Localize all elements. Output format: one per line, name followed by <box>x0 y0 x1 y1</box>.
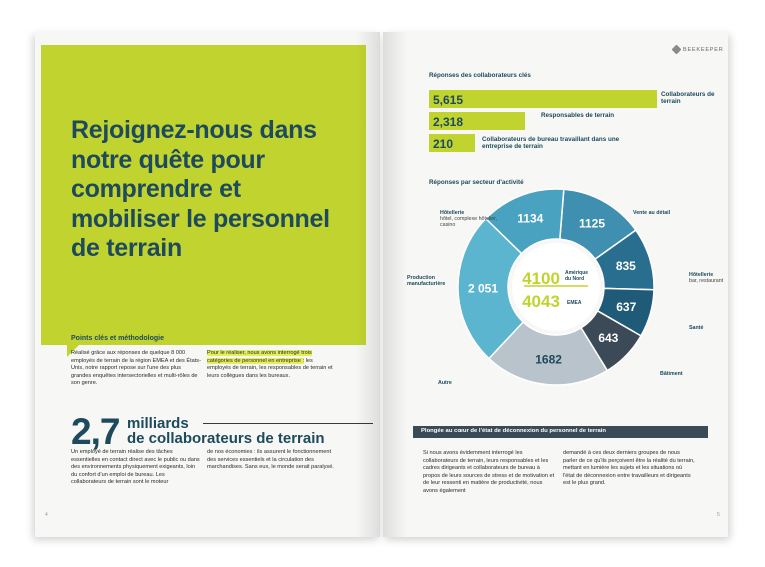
section-title: Points clés et méthodologie <box>71 335 164 342</box>
gutter-shadow <box>383 32 407 537</box>
bar-label: Collaborateurs de terrain <box>661 91 715 105</box>
page-number: 5 <box>717 512 720 518</box>
bar-value: 5,615 <box>433 93 464 107</box>
divider <box>203 423 373 424</box>
bar-value: 2,318 <box>433 115 464 129</box>
section-banner <box>413 426 708 438</box>
bar-label: Collaborateurs de bureau travaillant dans une entreprise de terrain <box>482 136 620 150</box>
donut-slice-value: 1682 <box>535 352 562 367</box>
right-page <box>383 32 728 537</box>
sector-label-health: Santé <box>689 325 704 331</box>
gutter-shadow <box>356 32 380 537</box>
body-paragraph-2: demandé à ces deux derniers groupes de nous parler de ce qu'ils perçoivent être la réalité du terrain, mettant en lumière les sujets et les situations où l'état de déconnexion entre travailleurs et dirigeants est le plus grand. <box>563 450 695 487</box>
sector-subname: bar, restaurant <box>689 278 724 285</box>
banner-text: Plongée au cœur de l'état de déconnexion du personnel de terrain <box>421 428 607 434</box>
center-value-na: 4100 <box>522 269 560 288</box>
center-label-na-2: du Nord <box>565 276 585 282</box>
paragraph-text: les employés de terrain, les responsables de terrain et leurs collègues dans les bureaux. <box>207 357 333 379</box>
body-paragraph: Si nous avons évidemment interrogé les collaborateurs de terrain, leurs responsables et les cadres dirigeants et collaborateurs de bureau à propos de leurs sources de stress et de motivation et de leur ressenti en matière de productivité, nous avons également <box>423 450 555 494</box>
brand-logo <box>673 46 724 53</box>
bar-field-workers <box>429 90 657 108</box>
sector-label-manufacturing: Production manufacturière <box>407 275 446 288</box>
brand-name: BEEKEEPER <box>683 46 724 53</box>
big-stat-description: de collaborateurs de terrain <box>127 430 325 447</box>
page-number: 4 <box>45 512 48 518</box>
donut-slice-value: 1125 <box>578 216 606 231</box>
bar-label: Responsables de terrain <box>541 112 615 119</box>
donut-slice-value: 2 051 <box>468 281 499 296</box>
big-stat-number: 2,7 <box>71 411 120 452</box>
body-paragraph: Un employé de terrain réalise des tâches essentielles en contact direct avec le public ou dans des environnements physiquement exigeants, loin du confort d'un emploi de bureau. Les collaborateurs de terrain sont le moteur <box>71 449 200 486</box>
sector-title: Réponses par secteur d'activité <box>429 179 524 186</box>
methodology-paragraph-2 <box>207 350 337 380</box>
donut-slice-value: 835 <box>615 258 636 273</box>
left-page <box>35 32 380 537</box>
highlighted-text: Pour le réaliser, nous avons interrogé trois catégories de personnel en entreprise : <box>207 350 312 364</box>
responses-title: Réponses des collaborateurs clés <box>429 72 531 79</box>
donut-slice-value: 643 <box>598 330 619 345</box>
sector-label-other: Autre <box>438 380 452 386</box>
body-paragraph-2: de nos économies : ils assurent le fonctionnement des services essentiels et la circulation des marchandises. Sans eux, le monde serait paralysé. <box>207 449 334 471</box>
donut-slice-value: 1134 <box>517 211 544 226</box>
donut-slice-value: 637 <box>616 299 637 314</box>
sector-name: Hôtellerie <box>440 210 465 216</box>
sector-label-construction: Bâtiment <box>660 371 683 377</box>
sector-subname: hôtel, complexe hôtelier, casino <box>440 216 498 229</box>
center-label-emea: EMEA <box>567 300 582 306</box>
methodology-paragraph: Réalisé grâce aux réponses de quelque 8 000 employés de terrain de la région EMEA et des États-Unis, notre rapport repose sur l'une des plus grandes enquêtes intersectorielles et multi-rôles de son genre. <box>71 350 201 387</box>
center-label-na-1: Amérique <box>565 270 589 276</box>
center-value-emea: 4043 <box>522 292 560 311</box>
sector-label-retail: Vente au détail <box>633 210 671 216</box>
sector-name: Hôtellerie <box>689 272 714 278</box>
big-stat-unit: milliards <box>127 415 189 432</box>
sector-label-hotellerie-hotel <box>440 210 500 229</box>
hexagon-icon <box>672 45 682 55</box>
bar-value: 210 <box>433 137 454 151</box>
sector-label-hotellerie-bar <box>689 272 723 284</box>
page-headline: Rejoignez-nous dans notre quête pour comprendre et mobiliser le personnel de terrain <box>71 116 330 262</box>
